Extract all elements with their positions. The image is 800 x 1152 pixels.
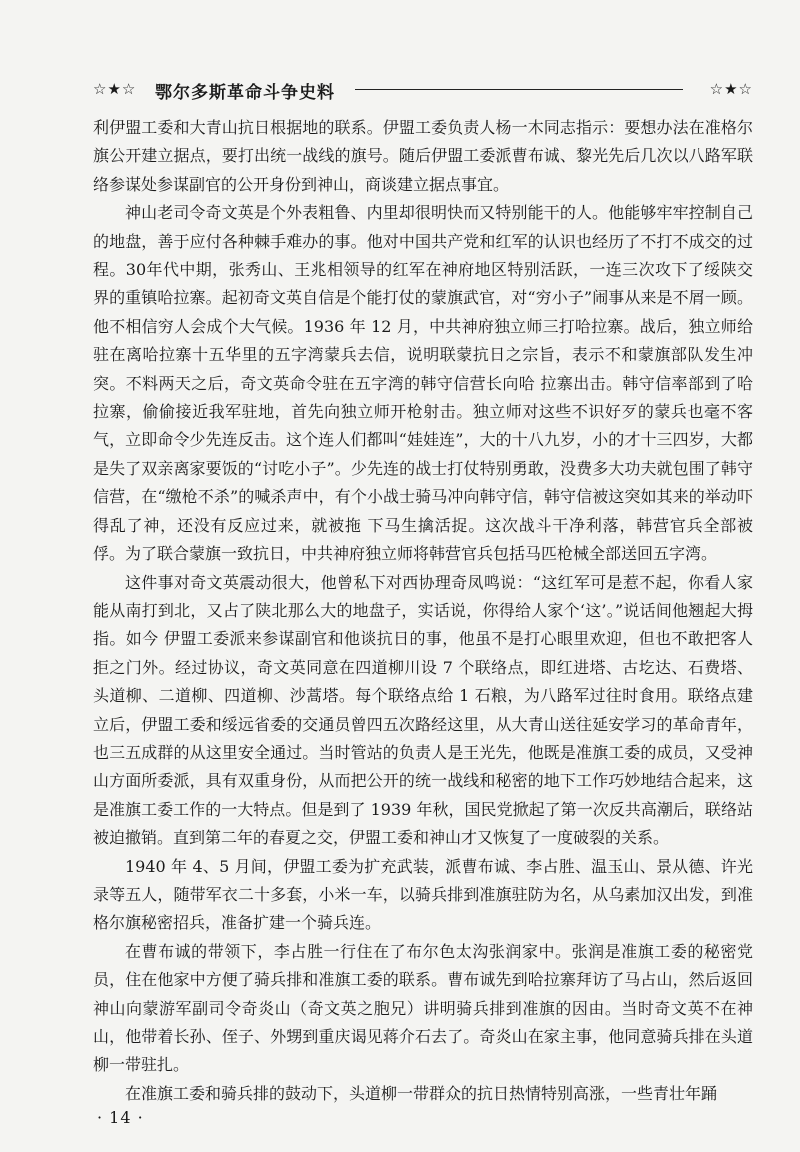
- paragraph: 在准旗工委和骑兵排的鼓动下，头道柳一带群众的抗日热情特别高涨，一些青壮年踊: [125, 1083, 718, 1103]
- header-stars-right: ☆★☆: [709, 80, 753, 98]
- page-number: · 14 ·: [97, 1108, 144, 1127]
- paragraph: 利伊盟工委和大青山抗日根据地的联系。伊盟工委负责人杨一木同志指示：要想办法在准格尔旗公开建立据点，要打出统一战线的旗号。随后伊盟工委派曹布诚、黎光先后几次以八路军联络参谋处参谋副官的公开身份到神山，商谈建立据点事宜。: [93, 118, 753, 194]
- header-title: 鄂尔多斯革命斗争史料: [155, 83, 335, 103]
- header-rule: [355, 89, 683, 90]
- paragraph: 这件事对奇文英震动很大，他曾私下对西协理奇凤鸣说：“这红军可是惹不起，你看人家能从南打到北，又占了陕北那么大的地盘子，实话说，你得给人家个‘这’。”说话间他翘起大拇 指。如今 伊盟工委派来参谋副官和他谈抗日的事，他虽不是打心眼里欢迎，但也不敢把客人拒之门外。经过协议，奇文英同意在四道柳川设 7 个联络点，即红进塔、古圪达、石费塔、头道柳、二道柳、四道柳、沙蒿塔。每个联络点给 1 石粮，为八路军过往时食用。联络点建立后，伊盟工委和绥远省委的交通员曾四五次路经这里，从大青山送往延安学习的革命青年，也三五成群的从这里安全通过。当时管站的负责人是王光先，他既是准旗工委的成员，又受神山方面所委派，具有双重身份，从而把公开的统一战线和秘密的地下工作巧妙地结合起来，这是准旗工委工作的一大特点。但是到了 1939 年秋，国民党掀起了第一次反共高潮后，联络站被迫撤销。直到第二年的春夏之交，伊盟工委和神山才又恢复了一度破裂的关系。: [93, 572, 753, 848]
- running-header: [93, 78, 753, 108]
- body-text: [93, 114, 753, 1108]
- header-stars-left: ☆★☆: [93, 80, 137, 98]
- paragraph: 1940 年 4、5 月间，伊盟工委为扩充武装，派曹布诚、李占胜、温玉山、景从德、许光录等五人，随带军衣二十多套，小米一车，以骑兵排到准旗驻防为名，从乌素加汉出发，到准格尔旗秘密招兵，准备扩建一个骑兵连。: [93, 856, 753, 933]
- paragraph: 神山老司令奇文英是个外表粗鲁、内里却很明快而又特别能干的人。他能够牢牢控制自己的地盘，善于应付各种棘手难办的事。他对中国共产党和红军的认识也经历了不打不成交的过程。30年代中期，张秀山、王兆相领导的红军在神府地区特别活跃，一连三次攻下了绥陕交界的重镇哈拉寨。起初奇文英自信是个能打仗的蒙旗武官，对“穷小子”闹事从来是不屑一顾。他不相信穷人会成个大气候。1936 年 12 月，中共神府独立师三打哈拉寨。战后，独立师给驻在离哈拉寨十五华里的五字湾蒙兵去信，说明联蒙抗日之宗旨，表示不和蒙旗部队发生冲突。不料两天之后，奇文英命令驻在五字湾的韩守信营长向哈 拉寨出击。韩守信率部到了哈拉寨，偷偷接近我军驻地，首先向独立师开枪射击。独立师对这些不识好歹的蒙兵也毫不客气，立即命令少先连反击。这个连人们都叫“娃娃连”，大的十八九岁，小的才十三四岁，大都是失了双亲离家要饭的“讨吃小子”。少先连的战士打仗特别勇敢，没费多大功夫就包围了韩守信营，在“缴枪不杀”的喊杀声中，有个小战士骑马冲向韩守信，韩守信被这突如其来的举动吓得乱了神，还没有反应过来，就被拖 下马生擒活捉。这次战斗干净利落，韩营官兵全部被俘。为了联合蒙旗一致抗日，中共神府独立师将韩营官兵包括马匹枪械全部送回五字湾。: [93, 203, 753, 564]
- paragraph: 在曹布诚的带领下，李占胜一行住在了布尔色太沟张润家中。张润是准旗工委的秘密党员，住在他家中方便了骑兵排和准旗工委的联系。曹布诚先到哈拉寨拜访了马占山，然后返回神山向蒙游军副司令奇炎山（奇文英之胞兄）讲明骑兵排到准旗的因由。当时奇文英不在神山，他带着长孙、侄子、外甥到重庆谒见蒋介石去了。奇炎山在家主事，他同意骑兵排在头道柳一带驻扎。: [93, 941, 753, 1075]
